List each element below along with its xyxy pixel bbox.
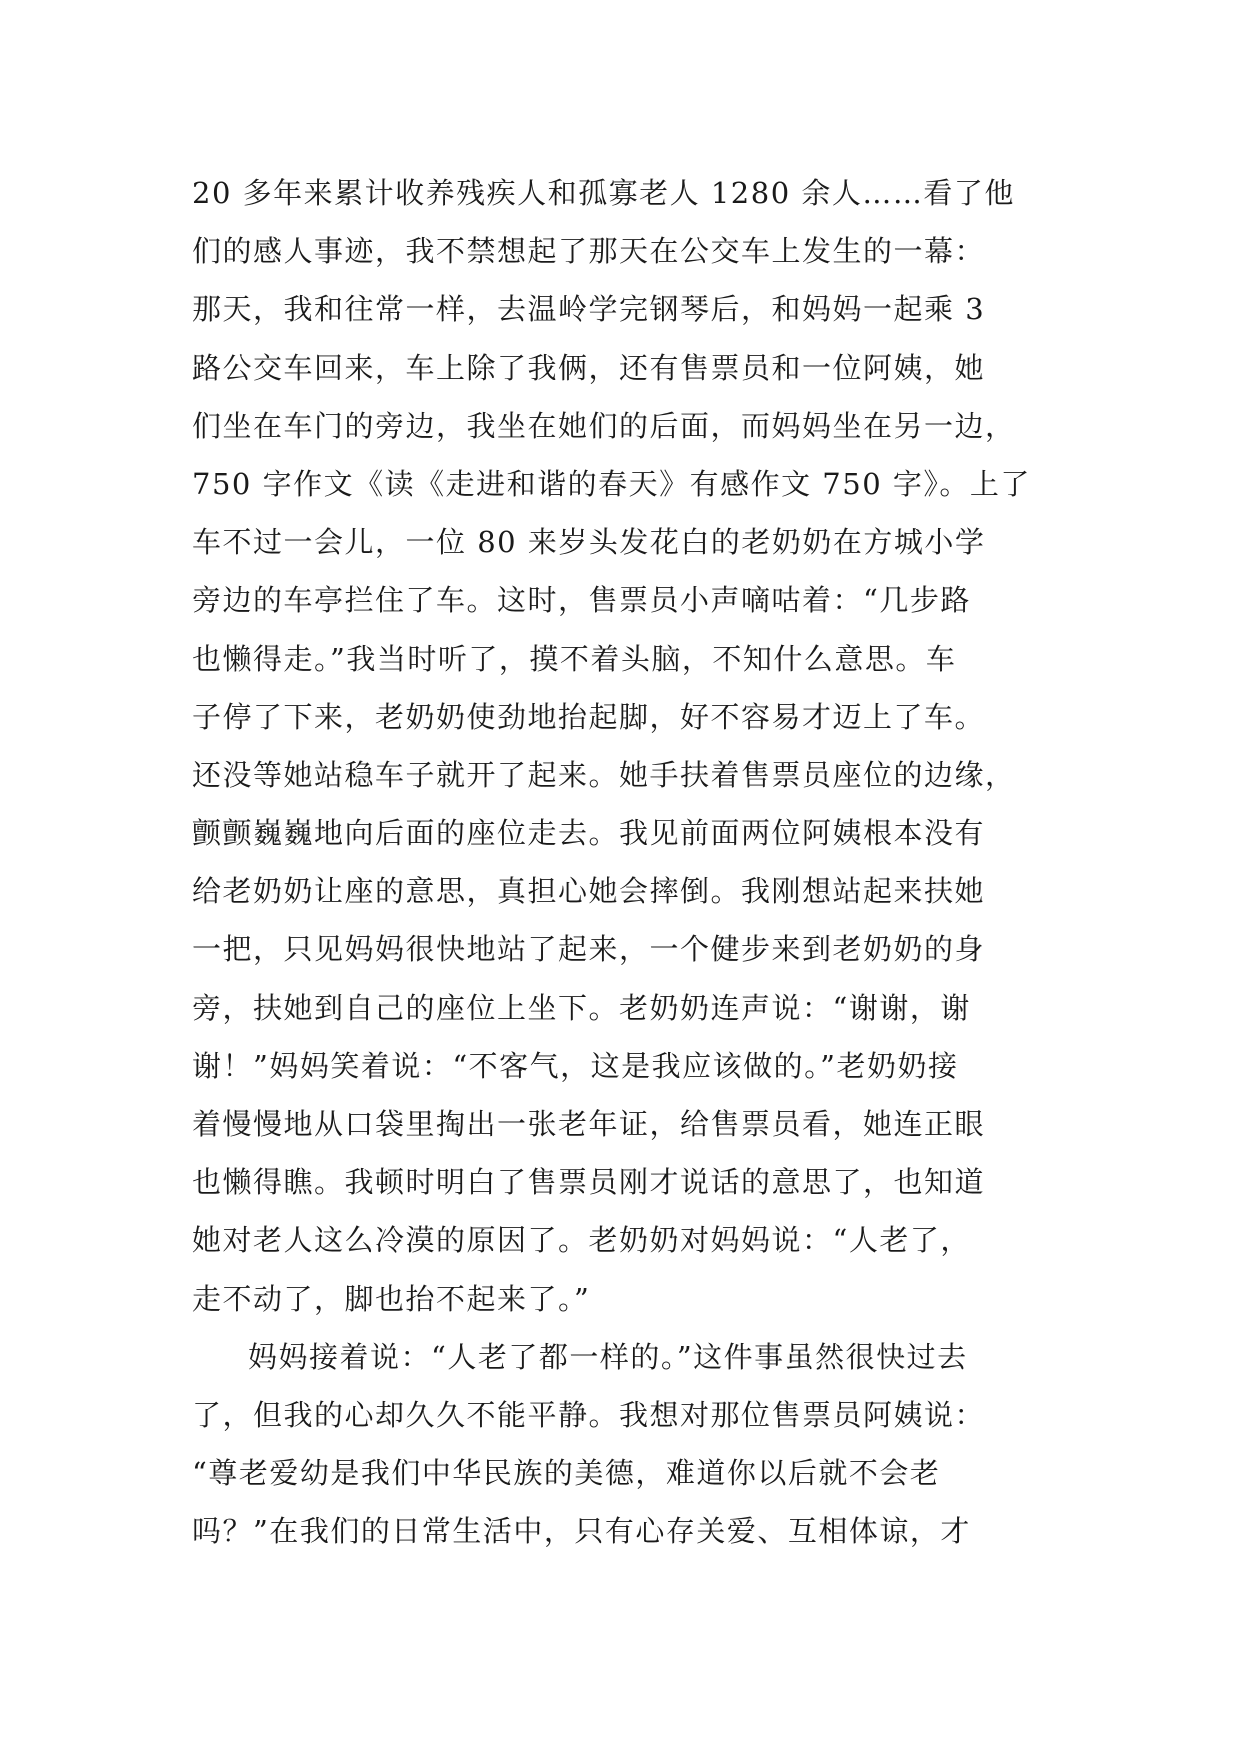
paragraph-start-line: 妈妈接着说：“人老了都一样的。”这件事虽然很快过去 <box>248 1339 968 1374</box>
text-line: 子停了下来，老奶奶使劲地抬起脚，好不容易才迈上了车。 <box>192 699 986 734</box>
text-line: 路公交车回来，车上除了我俩，还有售票员和一位阿姨，她 <box>192 350 986 385</box>
text-line: 颤颤巍巍地向后面的座位走去。我见前面两位阿姨根本没有 <box>192 816 986 851</box>
text-line: “尊老爱幼是我们中华民族的美德，难道你以后就不会老 <box>192 1456 941 1491</box>
text-line: 谢！”妈妈笑着说：“不客气，这是我应该做的。”老奶奶接 <box>192 1048 959 1083</box>
text-line: 20 多年来累计收养残疾人和孤寡老人 1280 余人……看了他 <box>192 176 1015 210</box>
text-line: 给老奶奶让座的意思，真担心她会摔倒。我刚想站起来扶她 <box>192 874 986 909</box>
text-line: 走不动了，脚也抬不起来了。” <box>192 1281 591 1316</box>
text-line: 也懒得瞧。我顿时明白了售票员刚才说话的意思了，也知道 <box>192 1165 986 1200</box>
text-line: 车不过一会儿，一位 80 来岁头发花白的老奶奶在方城小学 <box>192 525 986 560</box>
text-line: 吗？”在我们的日常生活中，只有心存关爱、互相体谅，才 <box>192 1514 971 1549</box>
text-line: 了，但我的心却久久不能平静。我想对那位售票员阿姨说： <box>192 1397 986 1432</box>
text-line: 们的感人事迹，我不禁想起了那天在公交车上发生的一幕： <box>192 234 986 269</box>
text-line: 一把，只见妈妈很快地站了起来，一个健步来到老奶奶的身 <box>192 932 986 967</box>
text-line: 旁边的车亭拦住了车。这时，售票员小声嘀咕着：“几步路 <box>192 583 971 618</box>
text-line: 旁，扶她到自己的座位上坐下。老奶奶连声说：“谢谢，谢 <box>192 990 971 1025</box>
text-line: 们坐在车门的旁边，我坐在她们的后面，而妈妈坐在另一边， <box>192 408 1016 443</box>
text-line: 那天，我和往常一样，去温岭学完钢琴后，和妈妈一起乘 3 <box>192 292 986 327</box>
text-line: 还没等她站稳车子就开了起来。她手扶着售票员座位的边缘， <box>192 757 1016 792</box>
text-line: 着慢慢地从口袋里掏出一张老年证，给售票员看，她连正眼 <box>192 1107 986 1141</box>
text-line: 她对老人这么冷漠的原因了。老奶奶对妈妈说：“人老了， <box>192 1223 971 1258</box>
body-text <box>192 164 1072 1561</box>
text-line: 750 字作文《读《走进和谐的春天》有感作文 750 字》。上了 <box>192 466 1031 501</box>
text-line: 也懒得走。”我当时听了，摸不着头脑，不知什么意思。车 <box>192 641 957 676</box>
